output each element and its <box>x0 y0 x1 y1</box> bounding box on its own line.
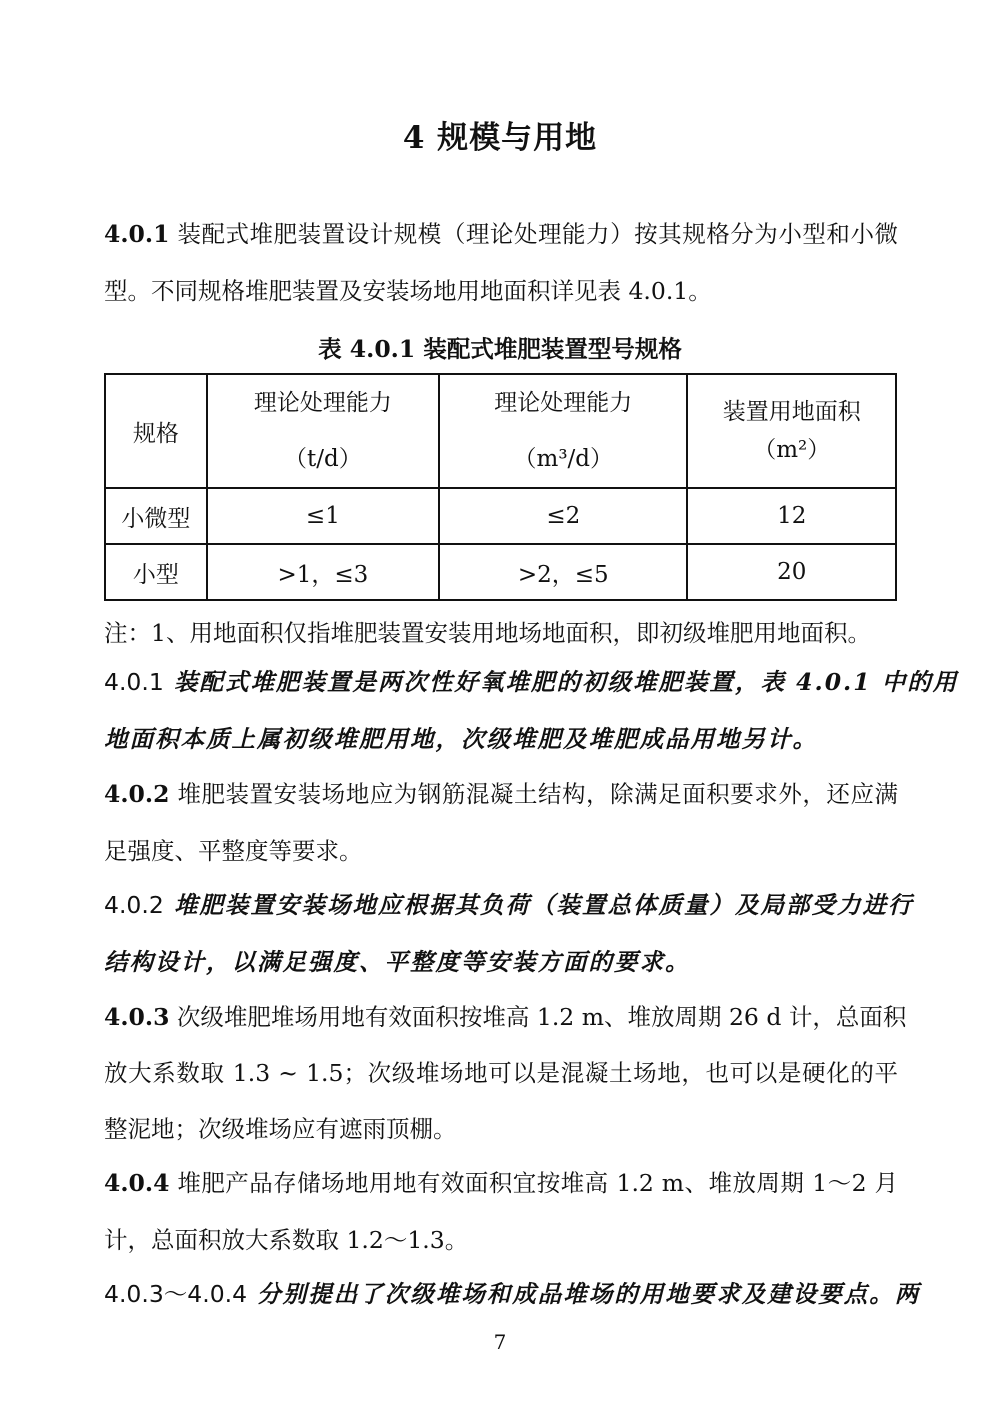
cell-capacity-m3: >2，≤5 <box>439 544 687 600</box>
page-number: 7 <box>493 1330 507 1354</box>
explanation-4-0-1-line-1 <box>104 667 959 697</box>
clause-4-0-4-line-2: 计，总面积放大系数取 1.2～1.3。 <box>104 1226 469 1254</box>
cell-spec: 小型 <box>105 544 207 600</box>
clause-text: 堆肥装置安装场地应为钢筋混凝土结构，除满足面积要求外，还应满 <box>177 780 898 808</box>
spec-table <box>104 373 897 601</box>
clause-text: 堆肥产品存储场地用地有效面积宜按堆高 1.2 m、堆放周期 1～2 月 <box>177 1169 898 1197</box>
explanation-text: 装配式堆肥装置是两次性好氧堆肥的初级堆肥装置，表 4.0.1 中的用 <box>173 668 959 696</box>
explanation-4-0-2-line-1 <box>104 890 914 920</box>
header-area <box>687 374 896 488</box>
table-header-row <box>105 374 896 488</box>
clause-4-0-3-line-2: 放大系数取 1.3 ~ 1.5；次级堆场地可以是混凝土场地，也可以是硬化的平 <box>104 1059 898 1087</box>
clause-4-0-2-line-2: 足强度、平整度等要求。 <box>104 837 363 865</box>
table-row <box>105 544 896 600</box>
clause-4-0-1-line-2: 型。不同规格堆肥装置及安装场地用地面积详见表 4.0.1。 <box>104 277 712 305</box>
header-capacity-m3-label: 理论处理能力 <box>494 390 633 416</box>
explanation-text: 分别提出了次级堆场和成品堆场的用地要求及建设要点。两 <box>257 1280 921 1308</box>
header-capacity-m3-unit: （m³/d） <box>513 446 614 472</box>
clause-number: 4.0.3 <box>104 1003 170 1031</box>
cell-area: 20 <box>687 544 896 600</box>
clause-4-0-2-line-1 <box>104 779 898 809</box>
explanation-text: 堆肥装置安装场地应根据其负荷（装置总体质量）及局部受力进行 <box>173 891 914 919</box>
clause-text: 装配式堆肥装置设计规模（理论处理能力）按其规格分为小型和小微 <box>177 220 898 248</box>
header-capacity-t <box>207 374 439 488</box>
cell-capacity-t: >1，≤3 <box>207 544 439 600</box>
header-area-label: 装置用地面积 <box>722 399 861 425</box>
cell-area: 12 <box>687 488 896 544</box>
header-capacity-t-label: 理论处理能力 <box>253 390 392 416</box>
header-capacity-m3 <box>439 374 687 488</box>
clause-4-0-3-line-1 <box>104 1002 907 1032</box>
clause-4-0-4-line-1 <box>104 1168 898 1198</box>
explanation-4-0-3-4-0-4-line-1 <box>104 1279 921 1309</box>
cell-capacity-t: ≤1 <box>207 488 439 544</box>
clause-4-0-1-line-1 <box>104 219 898 249</box>
table-row <box>105 488 896 544</box>
clause-4-0-3-line-3: 整泥地；次级堆场应有遮雨顶棚。 <box>104 1115 457 1143</box>
cell-spec: 小微型 <box>105 488 207 544</box>
clause-number: 4.0.4 <box>104 1169 170 1197</box>
explanation-number: 4.0.2 <box>104 891 164 919</box>
explanation-4-0-2-line-2: 结构设计，以满足强度、平整度等安装方面的要求。 <box>104 948 691 976</box>
cell-capacity-m3: ≤2 <box>439 488 687 544</box>
header-capacity-t-unit: （t/d） <box>284 446 362 472</box>
table-caption: 表 4.0.1 装配式堆肥装置型号规格 <box>318 335 682 363</box>
explanation-number: 4.0.1 <box>104 668 164 696</box>
chapter-title: 4 规模与用地 <box>402 120 598 156</box>
clause-text: 次级堆肥堆场用地有效面积按堆高 1.2 m、堆放周期 26 d 计，总面积 <box>176 1003 907 1031</box>
explanation-number: 4.0.3～4.0.4 <box>104 1280 248 1308</box>
table-note: 注：1、用地面积仅指堆肥装置安装用地场地面积，即初级堆肥用地面积。 <box>104 619 871 647</box>
clause-number: 4.0.2 <box>104 780 170 808</box>
explanation-4-0-1-line-2: 地面积本质上属初级堆肥用地，次级堆肥及堆肥成品用地另计。 <box>104 725 818 753</box>
clause-number: 4.0.1 <box>104 220 170 248</box>
header-spec: 规格 <box>105 374 207 488</box>
header-area-unit: （m²） <box>753 437 831 463</box>
